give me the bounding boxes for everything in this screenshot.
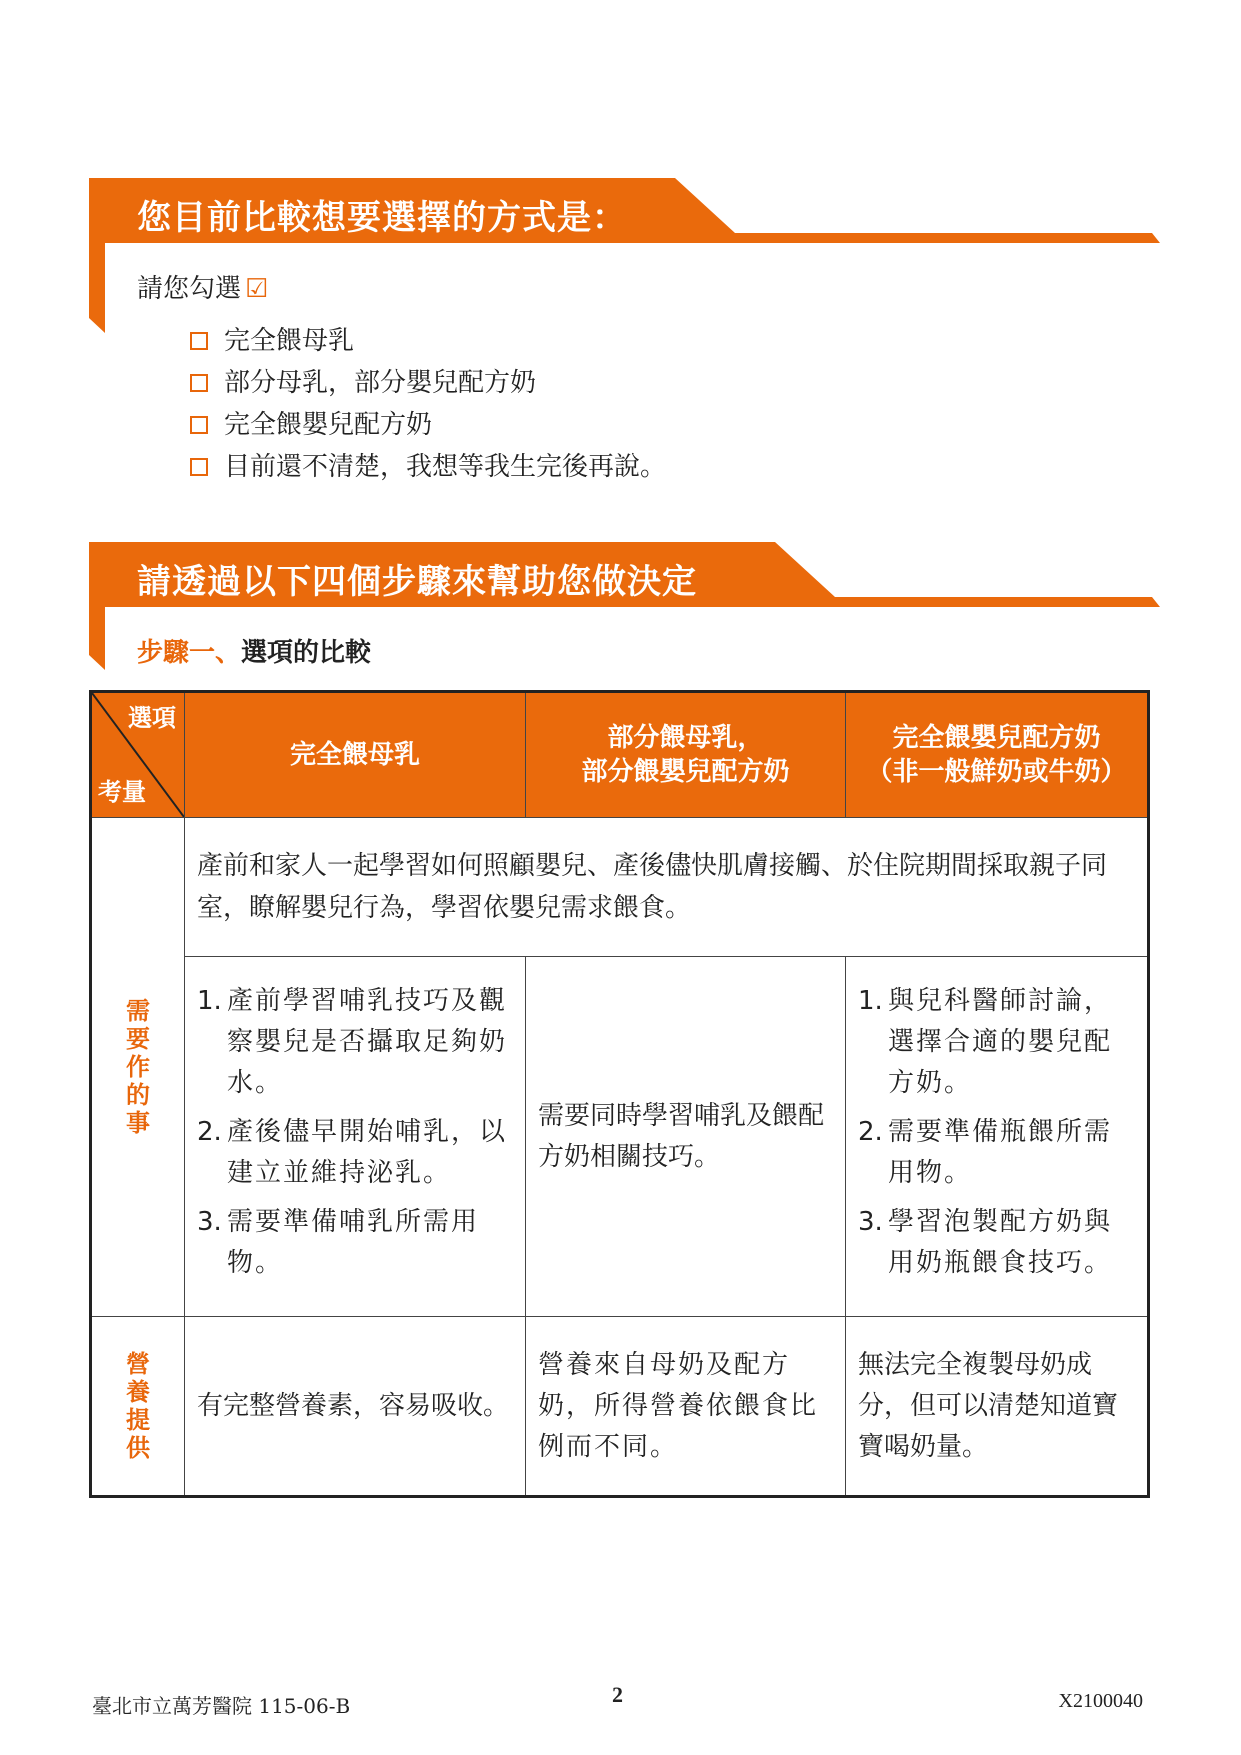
corner-header [91, 692, 185, 818]
row-header-tasks [91, 818, 185, 1317]
item-number: 1. [197, 986, 222, 1016]
corner-bottom-label: 考量 [98, 778, 146, 806]
option-label: 目前還不清楚，我想等我生完後再說。 [224, 452, 667, 482]
item-number: 2. [858, 1117, 883, 1147]
table-row [91, 818, 1149, 957]
item-number: 2. [197, 1117, 222, 1147]
column-header-breastfeeding: 完全餵母乳 [185, 692, 526, 818]
item-text: 需要準備哺乳所需用物。 [227, 1207, 480, 1278]
option-label: 部分母乳，部分嬰兒配方奶 [224, 368, 537, 398]
item-text: 學習泡製配方奶與用奶瓶餵食技巧。 [888, 1207, 1113, 1278]
list-item [197, 981, 513, 1104]
tasks-list [858, 981, 1135, 1284]
item-text: 需要準備瓶餵所需用物。 [888, 1117, 1113, 1188]
row-header-nutrition [91, 1317, 185, 1497]
option-label: 完全餵母乳 [224, 326, 355, 356]
tasks-breastfeeding-cell [185, 957, 526, 1317]
tasks-list [197, 981, 513, 1284]
column-header-formula: 完全餵嬰兒配方奶 （非一般鮮奶或牛奶） [846, 692, 1149, 818]
row-header-label: 營養提供 [126, 1350, 150, 1462]
item-number: 3. [197, 1207, 222, 1237]
corner-top-label: 選項 [128, 704, 176, 732]
nutrition-breastfeeding-cell: 有完整營養素，容易吸收。 [185, 1317, 526, 1497]
footer-code: X2100040 [1058, 1690, 1143, 1712]
page-number: 2 [612, 1682, 623, 1707]
option-label: 完全餵嬰兒配方奶 [224, 410, 433, 440]
item-number: 3. [858, 1207, 883, 1237]
list-item [858, 1202, 1135, 1284]
checked-box-icon: ☑ [245, 274, 269, 304]
list-item [197, 1112, 513, 1194]
step-title: 選項的比較 [241, 638, 372, 668]
nutrition-formula-cell: 無法完全複製母奶成分，但可以清楚知道寶寶喝奶量。 [846, 1317, 1149, 1497]
tasks-formula-cell [846, 957, 1149, 1317]
row-header-label: 需要作的事 [126, 997, 150, 1137]
list-item [858, 1112, 1135, 1194]
table-row [91, 957, 1149, 1317]
prompt-text: 請您勾選 [137, 274, 242, 304]
footer-hospital: 臺北市立萬芳醫院 115-06-B [92, 1694, 351, 1718]
item-text: 產後儘早開始哺乳，以建立並維持泌乳。 [227, 1117, 508, 1188]
list-item [197, 1202, 513, 1284]
step-one-label [137, 632, 371, 669]
table-row [91, 1317, 1149, 1497]
tasks-mixed-cell: 需要同時學習哺乳及餵配方奶相關技巧。 [526, 957, 846, 1317]
step-number: 步驟一、 [137, 638, 242, 668]
item-text: 與兒科醫師討論，選擇合適的嬰兒配方奶。 [888, 986, 1113, 1098]
item-number: 1. [858, 986, 883, 1016]
comparison-table [89, 690, 1150, 1498]
item-text: 產前學習哺乳技巧及觀察嬰兒是否攝取足夠奶水。 [227, 986, 508, 1098]
nutrition-mixed-cell: 營養來自母奶及配方奶，所得營養依餵食比例而不同。 [526, 1317, 846, 1497]
section2-title: 請透過以下四個步驟來幫助您做決定 [137, 562, 697, 602]
table-header-row [91, 692, 1149, 818]
section1-title: 您目前比較想要選擇的方式是： [137, 198, 627, 238]
common-tasks-cell: 產前和家人一起學習如何照顧嬰兒、產後儘快肌膚接觸、於住院期間採取親子同室，瞭解嬰兒行為，學習依嬰兒需求餵食。 [185, 818, 1149, 957]
list-item [858, 981, 1135, 1104]
column-header-mixed: 部分餵母乳， 部分餵嬰兒配方奶 [526, 692, 846, 818]
